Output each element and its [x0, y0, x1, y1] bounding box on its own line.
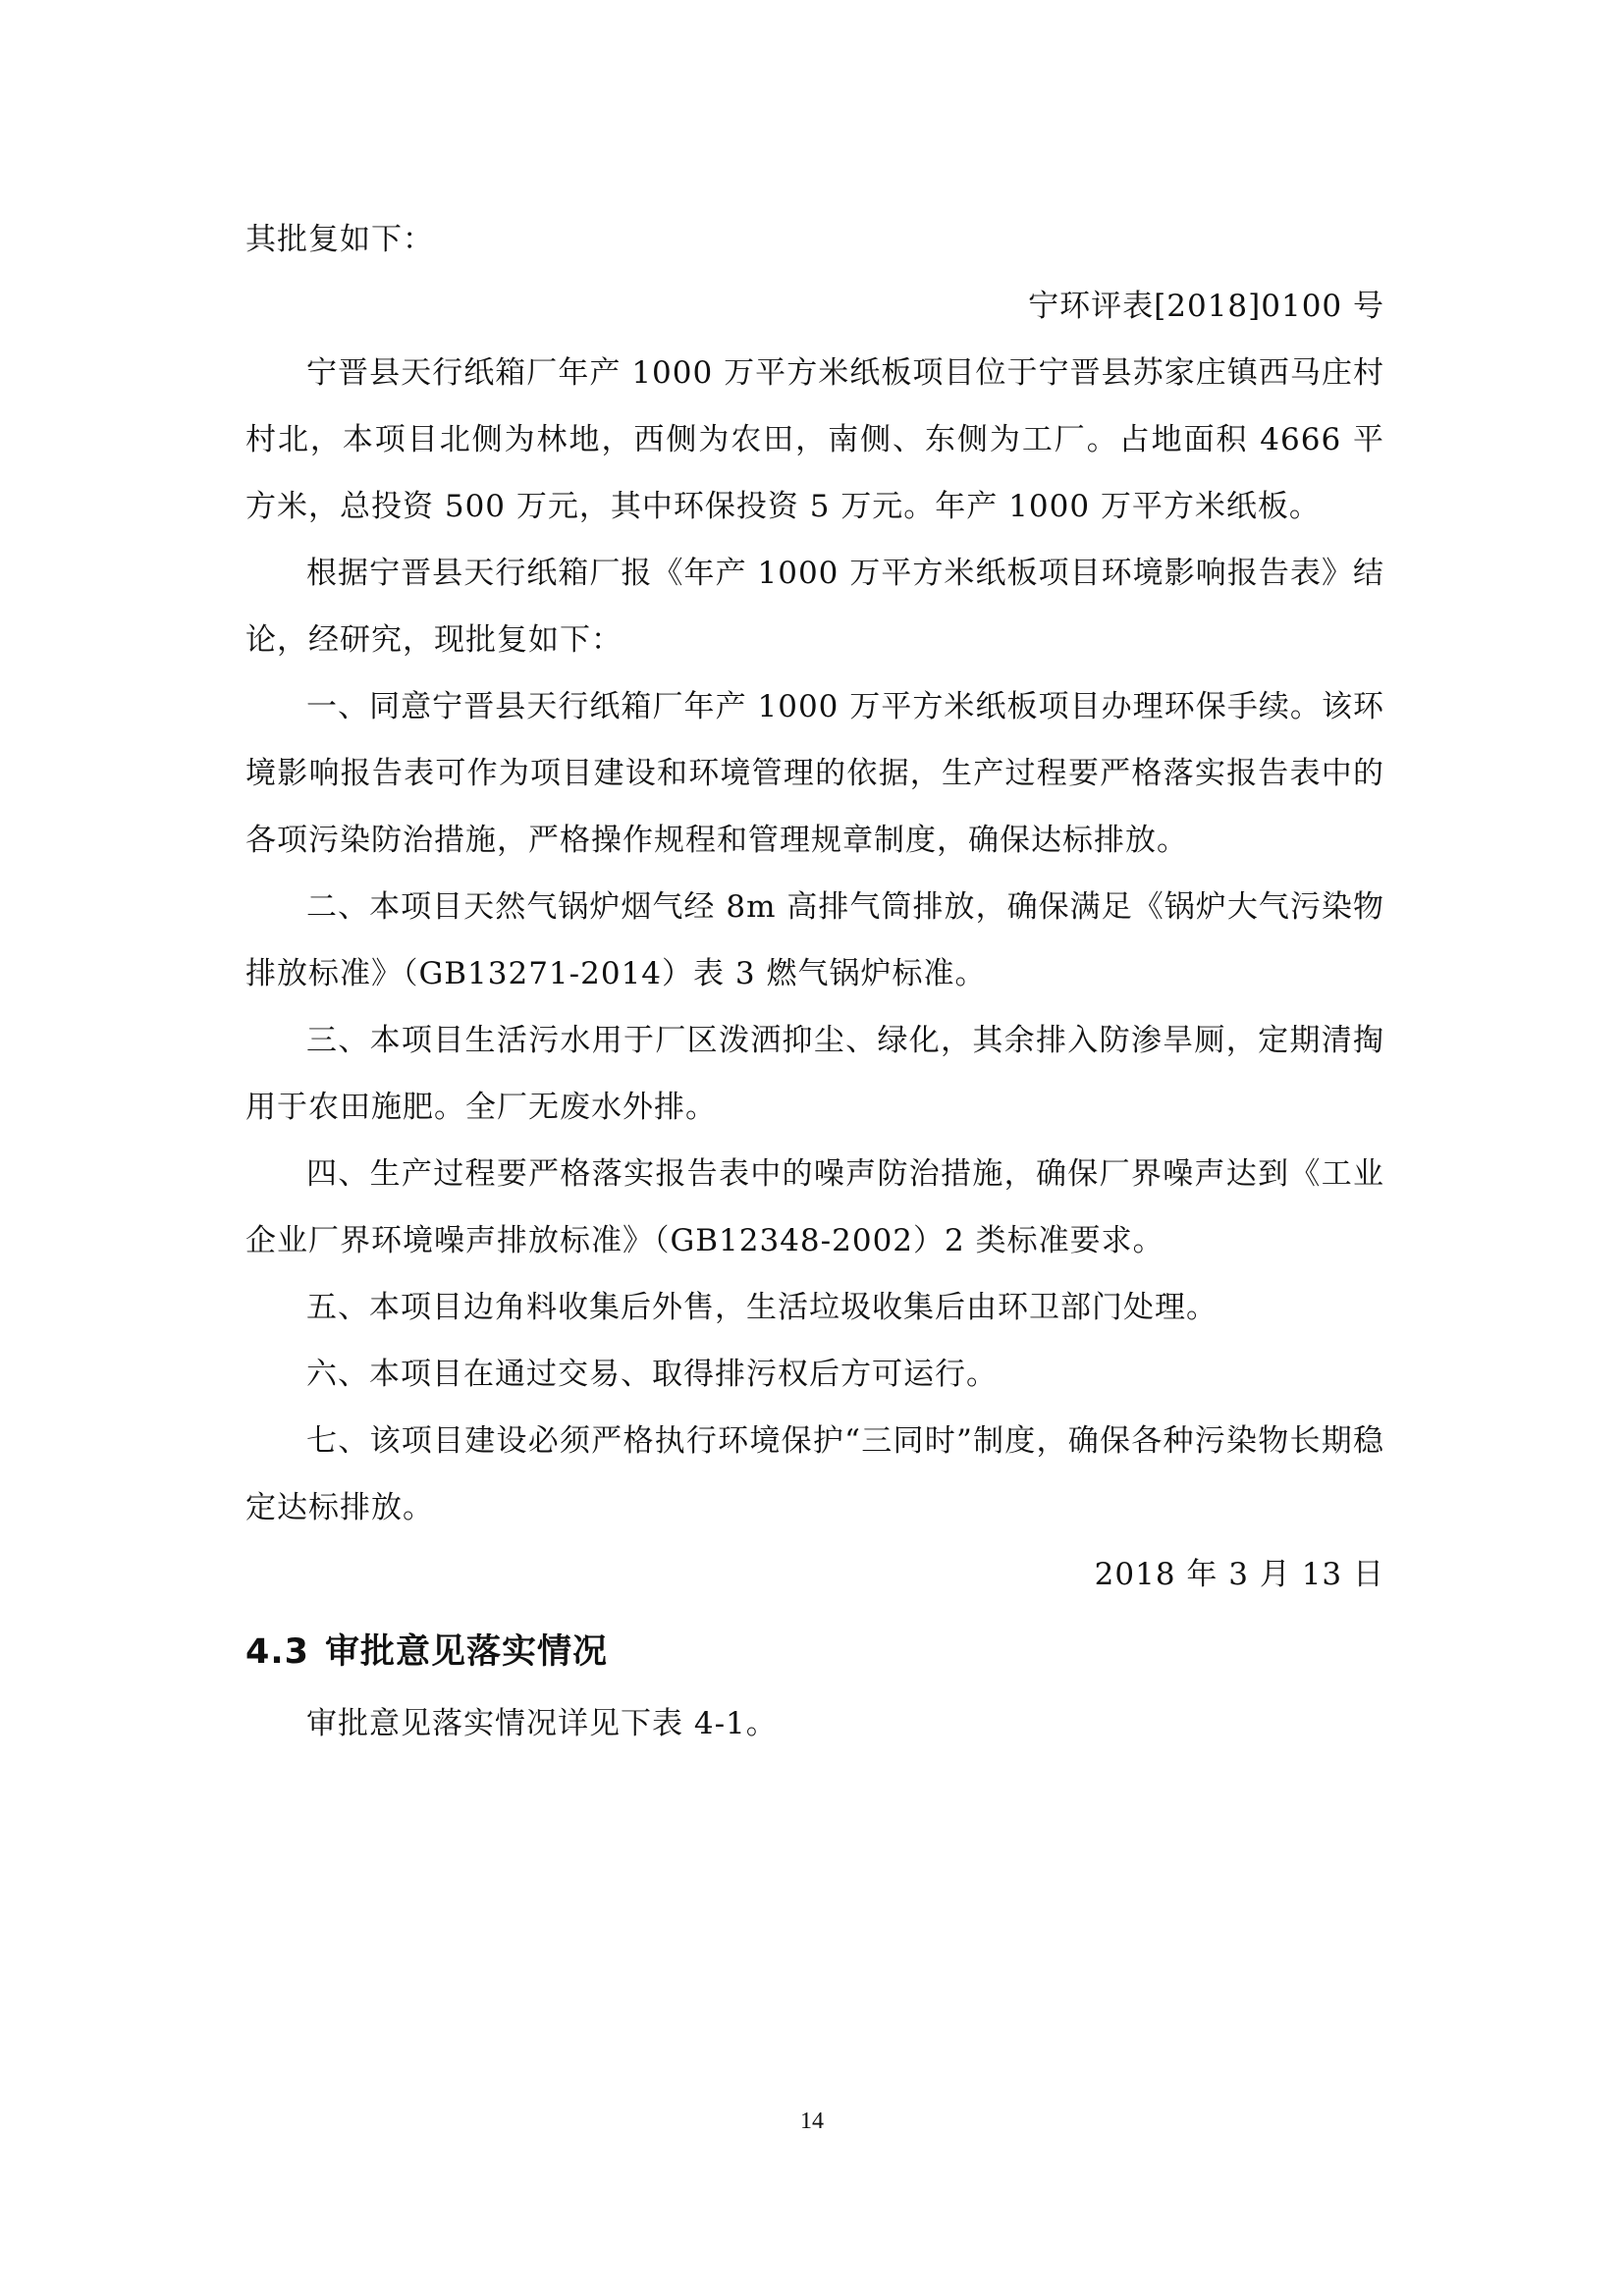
document-number: 宁环评表[2018]0100 号 [1028, 289, 1384, 324]
paragraph-item-7: 七、该项目建设必须严格执行环境保护“三同时”制度，确保各种污染物长期稳定达标排放。 [245, 1423, 1384, 1525]
paragraph-item-5: 五、本项目边角料收集后外售，生活垃圾收集后由环卫部门处理。 [306, 1290, 1218, 1325]
paragraph-item-6: 六、本项目在通过交易、取得排污权后方可运行。 [306, 1357, 998, 1392]
page-content [245, 206, 1384, 1757]
page-number: 14 [800, 2109, 824, 2134]
paragraph-item-3: 三、本项目生活污水用于厂区泼洒抑尘、绿化，其余排入防渗旱厕，定期清掏用于农田施肥。全厂无废水外排。 [245, 1023, 1384, 1125]
paragraph-project-overview: 宁晋县天行纸箱厂年产 1000 万平方米纸板项目位于宁晋县苏家庄镇西马庄村村北，本项目北侧为林地，西侧为农田，南侧、东侧为工厂。占地面积 4666 平方米，总投资 500 万元，其中环保投资 5 万元。年产 1000 万平方米纸板。 [245, 355, 1384, 524]
section-title: 审批意见落实情况 [325, 1632, 609, 1672]
paragraph-item-2: 二、本项目天然气锅炉烟气经 8m 高排气筒排放，确保满足《锅炉大气污染物排放标准》（GB13271-2014）表 3 燃气锅炉标准。 [245, 889, 1384, 991]
section-number: 4.3 [245, 1632, 310, 1672]
paragraph-item-4: 四、生产过程要严格落实报告表中的噪声防治措施，确保厂界噪声达到《工业企业厂界环境噪声排放标准》（GB12348-2002）2 类标准要求。 [245, 1156, 1384, 1258]
approval-date: 2018 年 3 月 13 日 [1094, 1557, 1384, 1592]
section-heading [245, 1614, 1384, 1690]
intro-line: 其批复如下： [245, 222, 434, 257]
paragraph-basis: 根据宁晋县天行纸箱厂报《年产 1000 万平方米纸板项目环境影响报告表》结论，经研究，现批复如下： [245, 556, 1384, 658]
paragraph-item-1: 一、同意宁晋县天行纸箱厂年产 1000 万平方米纸板项目办理环保手续。该环境影响报告表可作为项目建设和环境管理的依据，生产过程要严格落实报告表中的各项污染防治措施，严格操作规程和管理规章制度，确保达标排放。 [245, 689, 1384, 858]
section-text: 审批意见落实情况详见下表 4-1。 [306, 1706, 778, 1741]
